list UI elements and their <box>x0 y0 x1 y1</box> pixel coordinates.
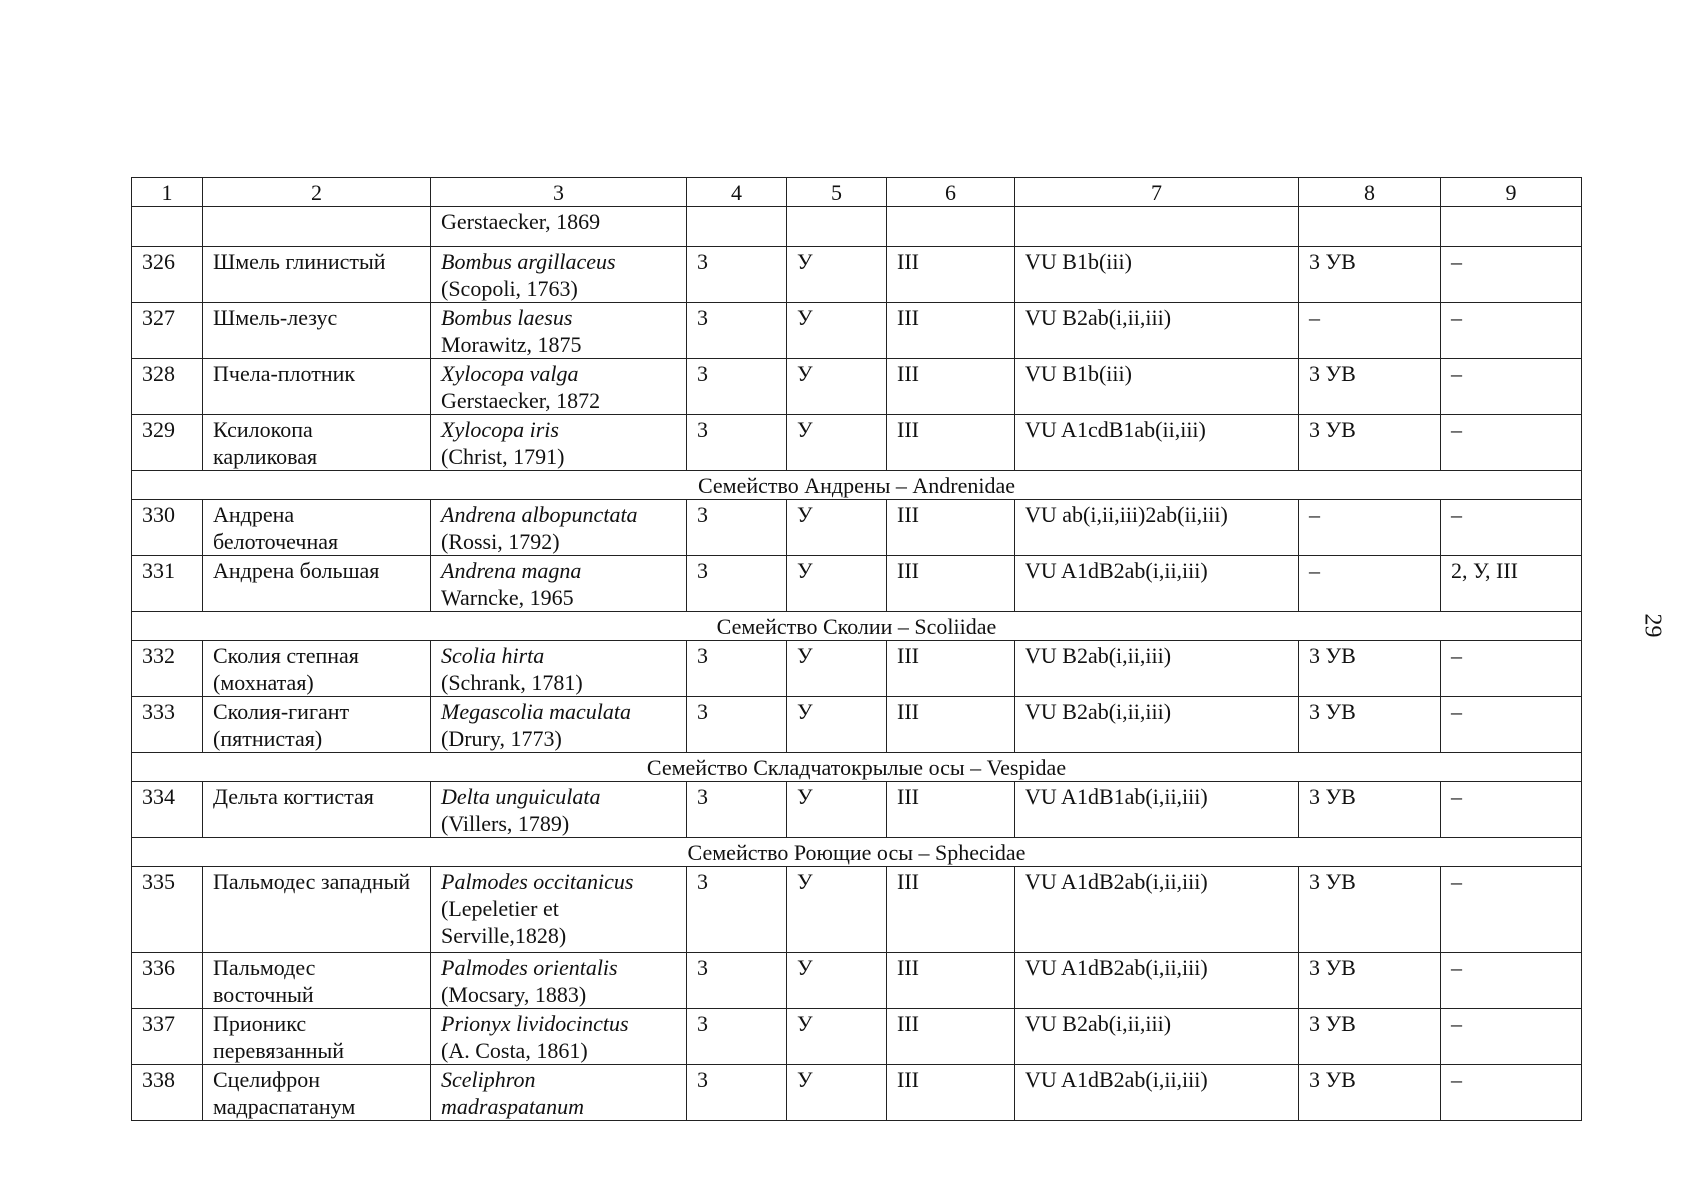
cell-c8: – <box>1299 303 1441 359</box>
cell-c9: – <box>1441 782 1582 838</box>
cell-no: 332 <box>132 641 203 697</box>
cell-c7: VU B2ab(i,ii,iii) <box>1015 697 1299 753</box>
latin-name: Megascolia maculata <box>441 699 632 724</box>
family-row <box>132 838 1582 867</box>
table-row <box>132 1009 1582 1065</box>
cell-c4: 3 <box>687 641 787 697</box>
author-line: (Drury, 1773) <box>441 726 562 751</box>
russian-name-line: Сколия степная <box>213 643 359 668</box>
cell-c7: VU A1cdB1ab(ii,iii) <box>1015 415 1299 471</box>
russian-name-line: Шмель-лезус <box>213 305 338 330</box>
cell-latin <box>431 697 687 753</box>
cell-c6: III <box>887 303 1015 359</box>
cell-c4: 3 <box>687 556 787 612</box>
cell-no: 330 <box>132 500 203 556</box>
cell-c6: III <box>887 247 1015 303</box>
cell-c5: У <box>787 782 887 838</box>
cell-c5: У <box>787 1065 887 1121</box>
cell-name <box>203 359 431 415</box>
cell-name <box>203 500 431 556</box>
cell-no: 338 <box>132 1065 203 1121</box>
russian-name-line: Пчела-плотник <box>213 361 356 386</box>
cell-no: 334 <box>132 782 203 838</box>
russian-name-line: Сцелифрон <box>213 1067 320 1092</box>
cell-latin <box>431 641 687 697</box>
cell-c5: У <box>787 697 887 753</box>
author-line: (Schrank, 1781) <box>441 670 583 695</box>
red-book-table <box>131 177 1582 1121</box>
cell-c8: 3 УВ <box>1299 1009 1441 1065</box>
russian-name-line: Ксилокопа <box>213 417 313 442</box>
author-line: (Mocsary, 1883) <box>441 982 587 1007</box>
column-header: 1 <box>132 178 203 207</box>
cell-c8 <box>1299 207 1441 247</box>
cell-c7: VU ab(i,ii,iii)2ab(ii,iii) <box>1015 500 1299 556</box>
cell-c9: – <box>1441 1065 1582 1121</box>
cell-c4: 3 <box>687 303 787 359</box>
cell-c5: У <box>787 556 887 612</box>
cell-c4: 3 <box>687 867 787 953</box>
cell-c4: 3 <box>687 500 787 556</box>
cell-c9: – <box>1441 697 1582 753</box>
cell-c8: 3 УВ <box>1299 359 1441 415</box>
cell-c4: 3 <box>687 247 787 303</box>
cell-c9: – <box>1441 247 1582 303</box>
latin-name: Xylocopa iris <box>441 417 559 442</box>
cell-c6 <box>887 207 1015 247</box>
cell-latin <box>431 247 687 303</box>
cell-latin <box>431 867 687 953</box>
family-row <box>132 612 1582 641</box>
cell-c6: III <box>887 556 1015 612</box>
column-header: 9 <box>1441 178 1582 207</box>
table-row <box>132 303 1582 359</box>
cell-name <box>203 247 431 303</box>
cell-no: 328 <box>132 359 203 415</box>
column-header: 2 <box>203 178 431 207</box>
column-header: 7 <box>1015 178 1299 207</box>
latin-name: Bombus argillaceus <box>441 249 616 274</box>
cell-c9: – <box>1441 359 1582 415</box>
table-row <box>132 641 1582 697</box>
russian-name-line: (пятнистая) <box>213 726 323 751</box>
page-number: 29 <box>1639 613 1666 638</box>
cell-c4 <box>687 207 787 247</box>
cell-c9: – <box>1441 1009 1582 1065</box>
cell-c8: – <box>1299 556 1441 612</box>
cell-c7: VU A1dB2ab(i,ii,iii) <box>1015 556 1299 612</box>
cell-c4: 3 <box>687 415 787 471</box>
cell-latin <box>431 303 687 359</box>
latin-name: Delta unguiculata <box>441 784 601 809</box>
cell-c8: 3 УВ <box>1299 782 1441 838</box>
cell-name <box>203 1009 431 1065</box>
cell-c4: 3 <box>687 1065 787 1121</box>
cell-c6: III <box>887 867 1015 953</box>
table-row <box>132 500 1582 556</box>
author-line: (Lepeletier et <box>441 896 559 921</box>
table-row <box>132 1065 1582 1121</box>
cell-no: 329 <box>132 415 203 471</box>
author-line: (Scopoli, 1763) <box>441 276 578 301</box>
cell-name <box>203 1065 431 1121</box>
cell-c5: У <box>787 953 887 1009</box>
cell-c4: 3 <box>687 697 787 753</box>
table-row <box>132 556 1582 612</box>
cell-c5: У <box>787 500 887 556</box>
cell-c7: VU B2ab(i,ii,iii) <box>1015 303 1299 359</box>
cell-no: 335 <box>132 867 203 953</box>
cell-c8: 3 УВ <box>1299 867 1441 953</box>
russian-name-line: белоточечная <box>213 529 339 554</box>
russian-name-line: мадраспатанум <box>213 1094 356 1119</box>
latin-name: Palmodes occitanicus <box>441 869 634 894</box>
russian-name-line: Пальмодес западный <box>213 869 411 894</box>
russian-name-line: (мохнатая) <box>213 670 314 695</box>
cell-c9: – <box>1441 867 1582 953</box>
latin-name: madraspatanum <box>441 1094 585 1119</box>
column-header: 3 <box>431 178 687 207</box>
author-line: (Christ, 1791) <box>441 444 565 469</box>
author-line: (A. Costa, 1861) <box>441 1038 588 1063</box>
cell-c7: VU A1dB1ab(i,ii,iii) <box>1015 782 1299 838</box>
latin-name: Scolia hirta <box>441 643 545 668</box>
russian-name-line: Дельта когтистая <box>213 784 374 809</box>
cell-name <box>203 867 431 953</box>
cell-no: 333 <box>132 697 203 753</box>
cell-c6: III <box>887 953 1015 1009</box>
cell-latin <box>431 1065 687 1121</box>
cell-c7 <box>1015 207 1299 247</box>
cell-c9: – <box>1441 303 1582 359</box>
cell-latin <box>431 1009 687 1065</box>
cell-c5: У <box>787 867 887 953</box>
cell-latin <box>431 556 687 612</box>
latin-name: Sceliphron <box>441 1067 536 1092</box>
author-line: Serville,1828) <box>441 923 567 948</box>
cell-c9 <box>1441 207 1582 247</box>
column-header: 8 <box>1299 178 1441 207</box>
cell-c6: III <box>887 641 1015 697</box>
cell-c8: 3 УВ <box>1299 641 1441 697</box>
cell-no <box>132 207 203 247</box>
cell-name <box>203 303 431 359</box>
cell-c5 <box>787 207 887 247</box>
russian-name-line: Андрена <box>213 502 295 527</box>
cell-name <box>203 641 431 697</box>
table-row <box>132 247 1582 303</box>
cell-c8: – <box>1299 500 1441 556</box>
latin-name: Bombus laesus <box>441 305 573 330</box>
latin-name: Palmodes orientalis <box>441 955 618 980</box>
family-heading: Семейство Складчатокрылые осы – Vespidae <box>132 753 1582 782</box>
latin-name: Prionyx lividocinctus <box>441 1011 629 1036</box>
cell-c6: III <box>887 1065 1015 1121</box>
cell-c9: – <box>1441 641 1582 697</box>
russian-name-line: восточный <box>213 982 314 1007</box>
russian-name-line: Пальмодес <box>213 955 316 980</box>
family-heading: Семейство Сколии – Scoliidae <box>132 612 1582 641</box>
cell-c5: У <box>787 1009 887 1065</box>
russian-name-line: карликовая <box>213 444 318 469</box>
cell-name <box>203 953 431 1009</box>
cell-name <box>203 697 431 753</box>
cell-c8: 3 УВ <box>1299 1065 1441 1121</box>
cell-no: 327 <box>132 303 203 359</box>
cell-c4: 3 <box>687 953 787 1009</box>
russian-name-line: Сколия-гигант <box>213 699 350 724</box>
cell-c4: 3 <box>687 782 787 838</box>
cell-name <box>203 415 431 471</box>
cell-c7: VU B2ab(i,ii,iii) <box>1015 1009 1299 1065</box>
cell-latin <box>431 500 687 556</box>
family-heading: Семейство Андрены – Andrenidae <box>132 471 1582 500</box>
russian-name-line: перевязанный <box>213 1038 345 1063</box>
cell-name <box>203 556 431 612</box>
family-heading: Семейство Роющие осы – Sphecidae <box>132 838 1582 867</box>
cell-c5: У <box>787 359 887 415</box>
header-row <box>132 178 1582 207</box>
cell-c4: 3 <box>687 1009 787 1065</box>
author-line: Gerstaecker, 1872 <box>441 388 601 413</box>
cell-c6: III <box>887 415 1015 471</box>
cell-no: 331 <box>132 556 203 612</box>
cell-c9: – <box>1441 500 1582 556</box>
cell-c7: VU A1dB2ab(i,ii,iii) <box>1015 867 1299 953</box>
cell-c6: III <box>887 1009 1015 1065</box>
cell-latin <box>431 782 687 838</box>
cell-c8: 3 УВ <box>1299 953 1441 1009</box>
column-header: 5 <box>787 178 887 207</box>
cell-c5: У <box>787 247 887 303</box>
family-row <box>132 471 1582 500</box>
cell-name <box>203 207 431 247</box>
cell-name <box>203 782 431 838</box>
cell-c7: VU A1dB2ab(i,ii,iii) <box>1015 953 1299 1009</box>
table-row <box>132 782 1582 838</box>
cell-c8: 3 УВ <box>1299 247 1441 303</box>
cell-author: Gerstaecker, 1869 <box>431 207 687 247</box>
latin-name: Andrena albopunctata <box>441 502 638 527</box>
cell-c6: III <box>887 359 1015 415</box>
cell-c9: – <box>1441 415 1582 471</box>
continuation-row <box>132 207 1582 247</box>
cell-no: 337 <box>132 1009 203 1065</box>
cell-c4: 3 <box>687 359 787 415</box>
family-row <box>132 753 1582 782</box>
column-header: 4 <box>687 178 787 207</box>
table-row <box>132 415 1582 471</box>
cell-c8: 3 УВ <box>1299 415 1441 471</box>
column-header: 6 <box>887 178 1015 207</box>
russian-name-line: Андрена большая <box>213 558 380 583</box>
cell-no: 336 <box>132 953 203 1009</box>
russian-name-line: Прионикс <box>213 1011 307 1036</box>
cell-c7: VU B1b(iii) <box>1015 247 1299 303</box>
russian-name-line: Шмель глинистый <box>213 249 386 274</box>
cell-c7: VU B2ab(i,ii,iii) <box>1015 641 1299 697</box>
cell-c8: 3 УВ <box>1299 697 1441 753</box>
cell-c5: У <box>787 303 887 359</box>
author-line: Morawitz, 1875 <box>441 332 582 357</box>
cell-no: 326 <box>132 247 203 303</box>
cell-c5: У <box>787 641 887 697</box>
cell-c9: 2, У, III <box>1441 556 1582 612</box>
table-row <box>132 867 1582 953</box>
author-line: Warncke, 1965 <box>441 585 574 610</box>
cell-latin <box>431 415 687 471</box>
table-body <box>132 178 1582 1121</box>
author-line: (Villers, 1789) <box>441 811 570 836</box>
cell-c5: У <box>787 415 887 471</box>
cell-c7: VU B1b(iii) <box>1015 359 1299 415</box>
cell-c6: III <box>887 697 1015 753</box>
cell-c6: III <box>887 500 1015 556</box>
table-row <box>132 953 1582 1009</box>
cell-c6: III <box>887 782 1015 838</box>
cell-latin <box>431 953 687 1009</box>
table-row <box>132 697 1582 753</box>
latin-name: Xylocopa valga <box>441 361 579 386</box>
cell-c9: – <box>1441 953 1582 1009</box>
author-line: (Rossi, 1792) <box>441 529 560 554</box>
table-row <box>132 359 1582 415</box>
latin-name: Andrena magna <box>441 558 582 583</box>
cell-c7: VU A1dB2ab(i,ii,iii) <box>1015 1065 1299 1121</box>
cell-latin <box>431 359 687 415</box>
